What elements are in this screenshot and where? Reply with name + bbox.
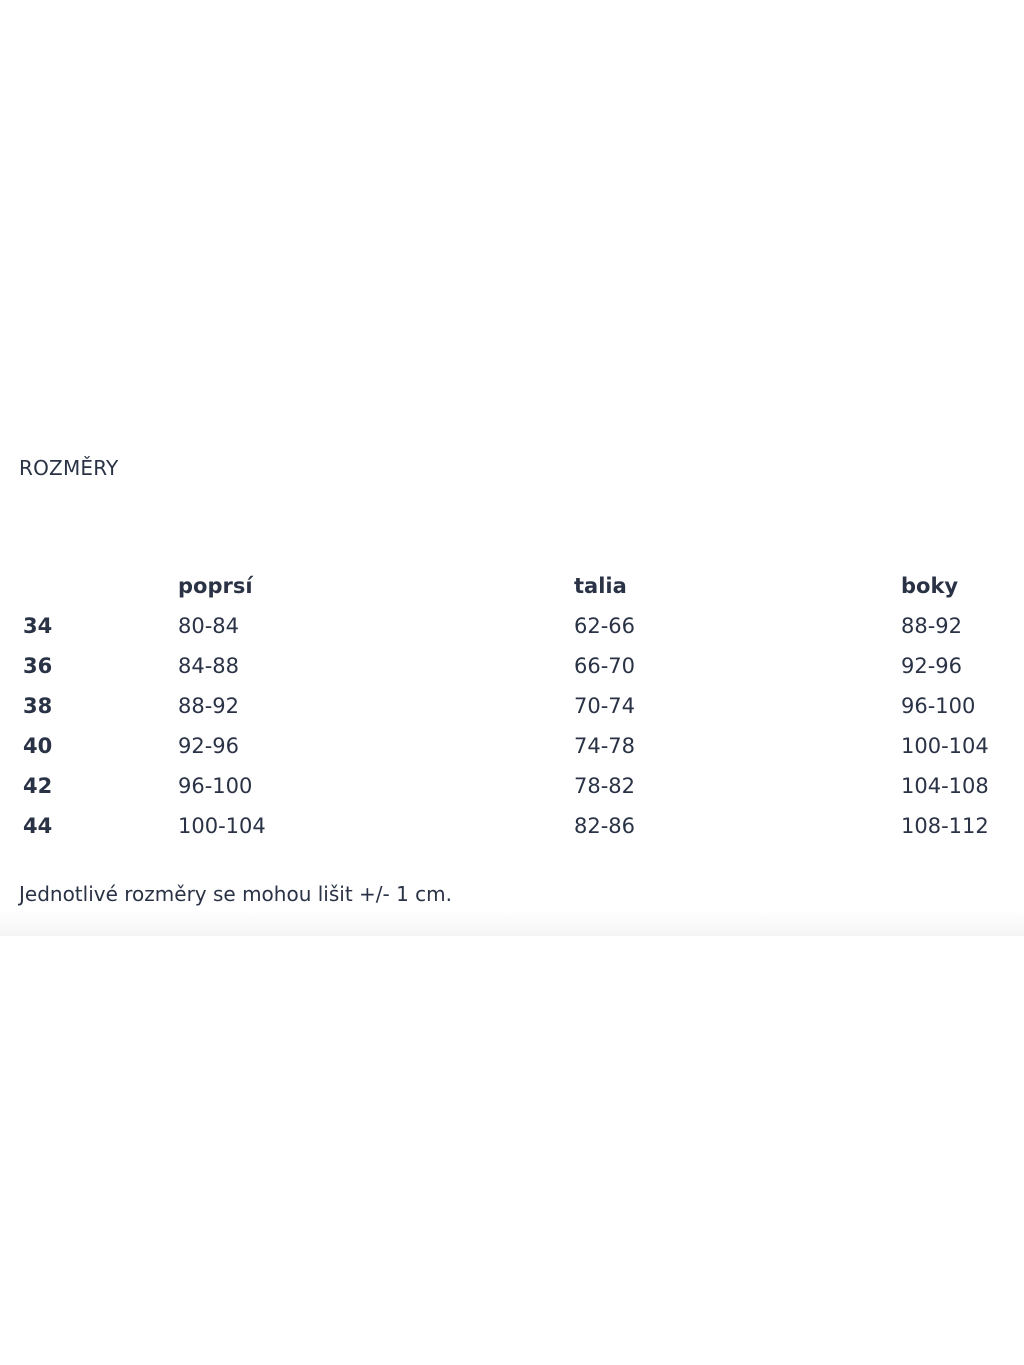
size-cell: 36 (23, 654, 53, 678)
size-cell: 38 (23, 694, 53, 718)
header-waist: talia (574, 574, 627, 598)
hips-cell: 108-112 (901, 814, 989, 838)
waist-cell: 62-66 (574, 614, 636, 638)
header-hips: boky (901, 574, 959, 598)
bust-cell: 88-92 (178, 694, 240, 718)
table-row (0, 808, 1024, 848)
header-bust: poprsí (178, 574, 253, 598)
section-title: ROZMĚRY (19, 456, 119, 480)
hips-cell: 100-104 (901, 734, 989, 758)
size-cell: 42 (23, 774, 53, 798)
bust-cell: 92-96 (178, 734, 240, 758)
waist-cell: 66-70 (574, 654, 636, 678)
size-cell: 40 (23, 734, 53, 758)
bust-cell: 80-84 (178, 614, 240, 638)
waist-cell: 70-74 (574, 694, 636, 718)
waist-cell: 82-86 (574, 814, 636, 838)
bust-cell: 84-88 (178, 654, 240, 678)
table-row (0, 768, 1024, 808)
bust-cell: 96-100 (178, 774, 253, 798)
waist-cell: 74-78 (574, 734, 636, 758)
hips-cell: 96-100 (901, 694, 976, 718)
bust-cell: 100-104 (178, 814, 266, 838)
panel-bottom-shadow (0, 910, 1024, 936)
size-cell: 44 (23, 814, 53, 838)
table-row (0, 648, 1024, 688)
table-row (0, 688, 1024, 728)
table-header-row (0, 568, 1024, 608)
tolerance-note: Jednotlivé rozměry se mohou lišit +/- 1 cm. (19, 882, 453, 906)
hips-cell: 104-108 (901, 774, 989, 798)
hips-cell: 88-92 (901, 614, 963, 638)
table-row (0, 728, 1024, 768)
waist-cell: 78-82 (574, 774, 636, 798)
size-cell: 34 (23, 614, 53, 638)
table-row (0, 608, 1024, 648)
hips-cell: 92-96 (901, 654, 963, 678)
size-table (0, 568, 1024, 848)
